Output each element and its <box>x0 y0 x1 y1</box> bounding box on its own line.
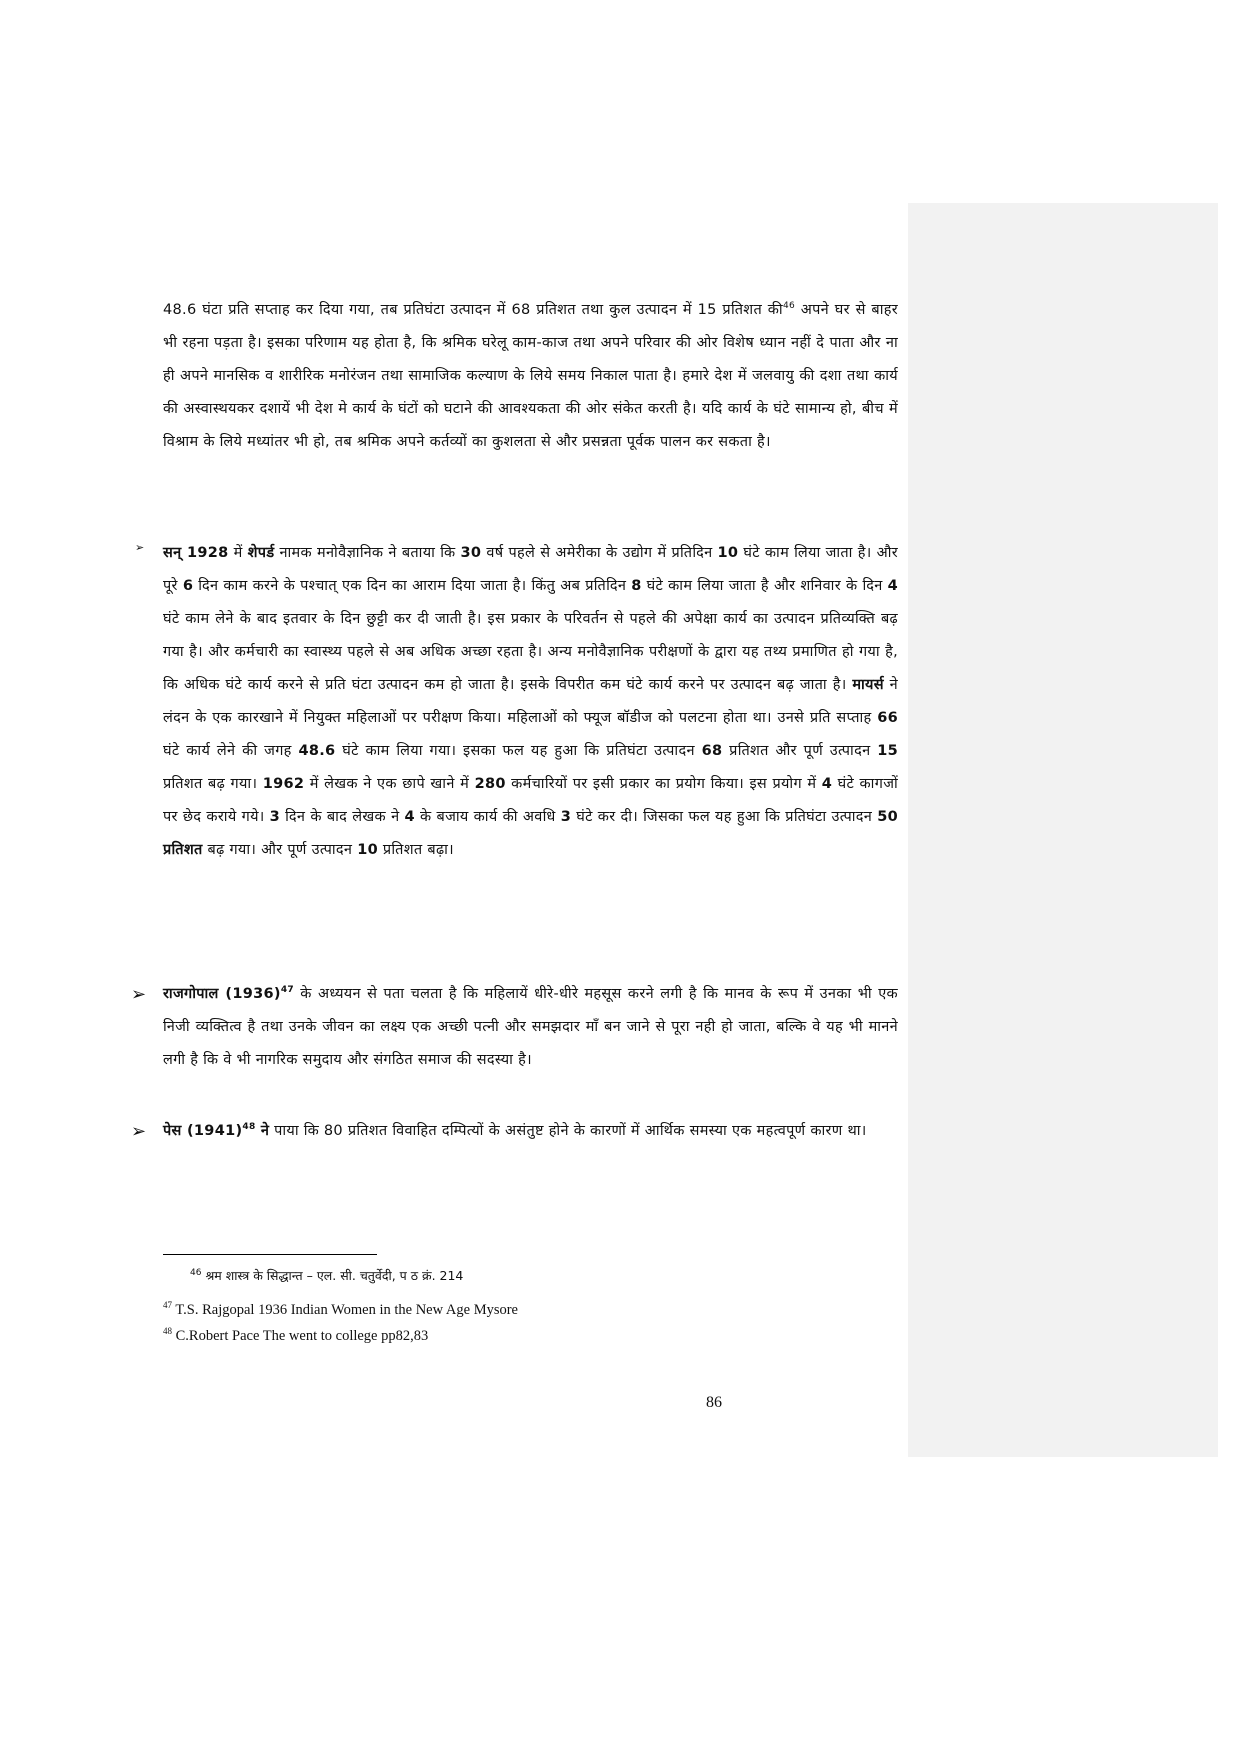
bold-run: 3 <box>560 809 572 825</box>
bullet-arrow-icon: ➢ <box>131 984 147 1005</box>
footnote-47 <box>163 1302 518 1319</box>
text-run: घंटे काम लिया गया। इसका फल यह हुआ कि प्रतिघंटा उत्पादन <box>335 743 702 759</box>
text-run: प्रतिशत बढ़ गया। <box>163 776 263 792</box>
text-run: बढ़ गया। और पूर्ण उत्पादन <box>202 842 358 858</box>
text-run: वर्ष पहले से अमेरीका के उद्योग में प्रतिदिन <box>481 545 718 561</box>
text-run: में लेखक ने एक छापे खाने में <box>304 776 475 792</box>
paragraph-1 <box>163 294 898 459</box>
bold-run: 3 <box>269 809 281 825</box>
bold-run: 6 <box>182 578 194 594</box>
bold-run: मायर्स <box>852 677 884 693</box>
footnote-number: 46 <box>190 1267 202 1278</box>
bullet-arrow-icon: ➢ <box>135 541 145 554</box>
footnote-ref-46[interactable]: 46 <box>782 301 796 312</box>
comment-pane <box>908 203 1218 1457</box>
text-run: के बजाय कार्य की अवधि <box>414 809 561 825</box>
paragraph-3-text: के अध्ययन से पता चलता है कि महिलायें धीरे-धीरे महसूस करने लगी है कि मानव के रूप में उनका भी एक निजी व्यक्तित्व है तथा उनके जीवन का लक्ष्य एक अच्छी पत्नी और समझदार माँ बन जाने से पूरा नही हो जाता, बल्कि वे यह भी मानने लगी है कि वे भी नागरिक समुदाय और संगठित समाज की सदस्या है। <box>163 986 898 1068</box>
paragraph-4-lead-2: ने <box>255 1123 270 1139</box>
paragraph-4-lead: पेस (1941) <box>163 1123 243 1139</box>
footnote-48 <box>163 1328 428 1345</box>
text-run: दिन के बाद लेखक ने <box>280 809 405 825</box>
bold-run: शेपर्ड <box>247 545 275 561</box>
text-run: प्रतिशत और पूर्ण उत्पादन <box>722 743 878 759</box>
footnote-text: C.Robert Pace The went to college pp82,83 <box>175 1328 429 1344</box>
bold-run: 280 <box>474 776 506 792</box>
bold-run: 4 <box>821 776 833 792</box>
bold-run: सन् 1928 <box>163 545 229 561</box>
text-run: घंटे काम लिया जाता है। और पूरे <box>163 545 898 594</box>
paragraph-4 <box>131 1115 898 1148</box>
bold-run: 1962 <box>262 776 305 792</box>
paragraph-3 <box>131 978 898 1077</box>
text-run: घंटे काम लिया जाता है और शनिवार के दिन <box>641 578 888 594</box>
footnote-number: 47 <box>163 1300 172 1311</box>
bold-run: 68 <box>701 743 723 759</box>
bold-run: 30 <box>460 545 482 561</box>
footnote-separator <box>163 1254 377 1255</box>
bold-run: 10 <box>717 545 739 561</box>
footnote-ref-48[interactable]: 48 <box>242 1122 256 1133</box>
text-run: दिन काम करने के पश्चात् एक दिन का आराम दिया जाता है। किंतु अब प्रतिदिन <box>193 578 632 594</box>
bold-run: 66 <box>877 710 898 726</box>
text-run: में <box>228 545 248 561</box>
text-run: घंटे कार्य लेने की जगह <box>163 743 299 759</box>
bold-run: 50 प्रतिशत <box>163 809 899 858</box>
footnote-text: श्रम शास्त्र के सिद्धान्त – एल. सी. चतुर्वेदी, प ठ क्रं. 214 <box>205 1268 464 1283</box>
text-run: प्रतिशत बढ़ा। <box>377 842 454 858</box>
paragraph-1-text: 48.6 घंटा प्रति सप्ताह कर दिया गया, तब प्रतिघंटा उत्पादन में 68 प्रतिशत तथा कुल उत्पादन में 15 प्रतिशत की <box>163 302 783 318</box>
bullet-arrow-icon: ➢ <box>131 1121 147 1142</box>
text-run: घंटे काम लेने के बाद इतवार के दिन छुट्टी कर दी जाती है। इस प्रकार के परिवर्तन से पहले की अपेक्षा कार्य का उत्पादन प्रतिव्यक्ति बढ़ गया है। और कर्मचारी का स्वास्थ्य पहले से अब अधिक अच्छा रहता है। अन्य मनोवैज्ञानिक परीक्षणों के द्वारा यह तथ्य प्रमाणित हो गया है, कि अधिक घंटे कार्य करने से प्रति घंटा उत्पादन कम हो जाता है। इसके विपरीत कम घंटे कार्य करने पर उत्पादन बढ़ जाता है। <box>163 611 898 693</box>
footnote-46 <box>190 1267 463 1284</box>
bold-run: 10 <box>357 842 378 858</box>
bold-run: 8 <box>631 578 642 594</box>
paragraph-4-text: पाया कि 80 प्रतिशत विवाहित दम्पित्यों के असंतुष्ट होने के कारणों में आर्थिक समस्या एक महत्वपूर्ण कारण था। <box>269 1123 867 1139</box>
text-run: नामक मनोवैज्ञानिक ने बताया कि <box>274 545 461 561</box>
footnote-ref-47[interactable]: 47 <box>280 985 294 996</box>
page-number: 86 <box>706 1394 722 1411</box>
bold-run: 48.6 <box>298 743 336 759</box>
text-run: घंटे कागजों पर छेद कराये गये। <box>163 776 899 825</box>
bold-run: 15 <box>877 743 898 759</box>
paragraph-3-lead: राजगोपाल (1936) <box>163 986 281 1002</box>
paragraph-2 <box>135 537 899 867</box>
text-run: ने लंदन के एक कारखाने में नियुक्त महिलाओं पर परीक्षण किया। महिलाओं को फ्यूज बॉडीज को पलटना होता था। उनसे प्रति सप्ताह <box>163 677 898 726</box>
text-run: कर्मचारियों पर इसी प्रकार का प्रयोग किया। इस प्रयोग में <box>505 776 822 792</box>
bold-run: 4 <box>404 809 415 825</box>
footnote-text: T.S. Rajgopal 1936 Indian Women in the New Age Mysore <box>175 1302 518 1318</box>
footnote-number: 48 <box>163 1326 172 1337</box>
text-run: घंटे कर दी। जिसका फल यह हुआ कि प्रतिघंटा उत्पादन <box>571 809 878 825</box>
bold-run: 4 <box>887 578 898 594</box>
paragraph-1-rest: अपने घर से बाहर भी रहना पड़ता है। इसका परिणाम यह होता है, कि श्रमिक घरेलू काम-काज तथा अपने परिवार की ओर विशेष ध्यान नहीं दे पाता और ना ही अपने मानसिक व शारीरिक मनोरंजन तथा सामाजिक कल्याण के लिये समय निकाल पाता है। हमारे देश में जलवायु की दशा तथा कार्य की अस्वास्थयकर दशायें भी देश मे कार्य के घंटों को घटाने की आवश्यकता की ओर संकेत करती है। यदि कार्य के घंटे सामान्य हो, बीच में विश्राम के लिये मध्यांतर भी हो, तब श्रमिक अपने कर्तव्यों का कुशलता से और प्रसन्नता पूर्वक पालन कर सकता है। <box>163 302 898 450</box>
